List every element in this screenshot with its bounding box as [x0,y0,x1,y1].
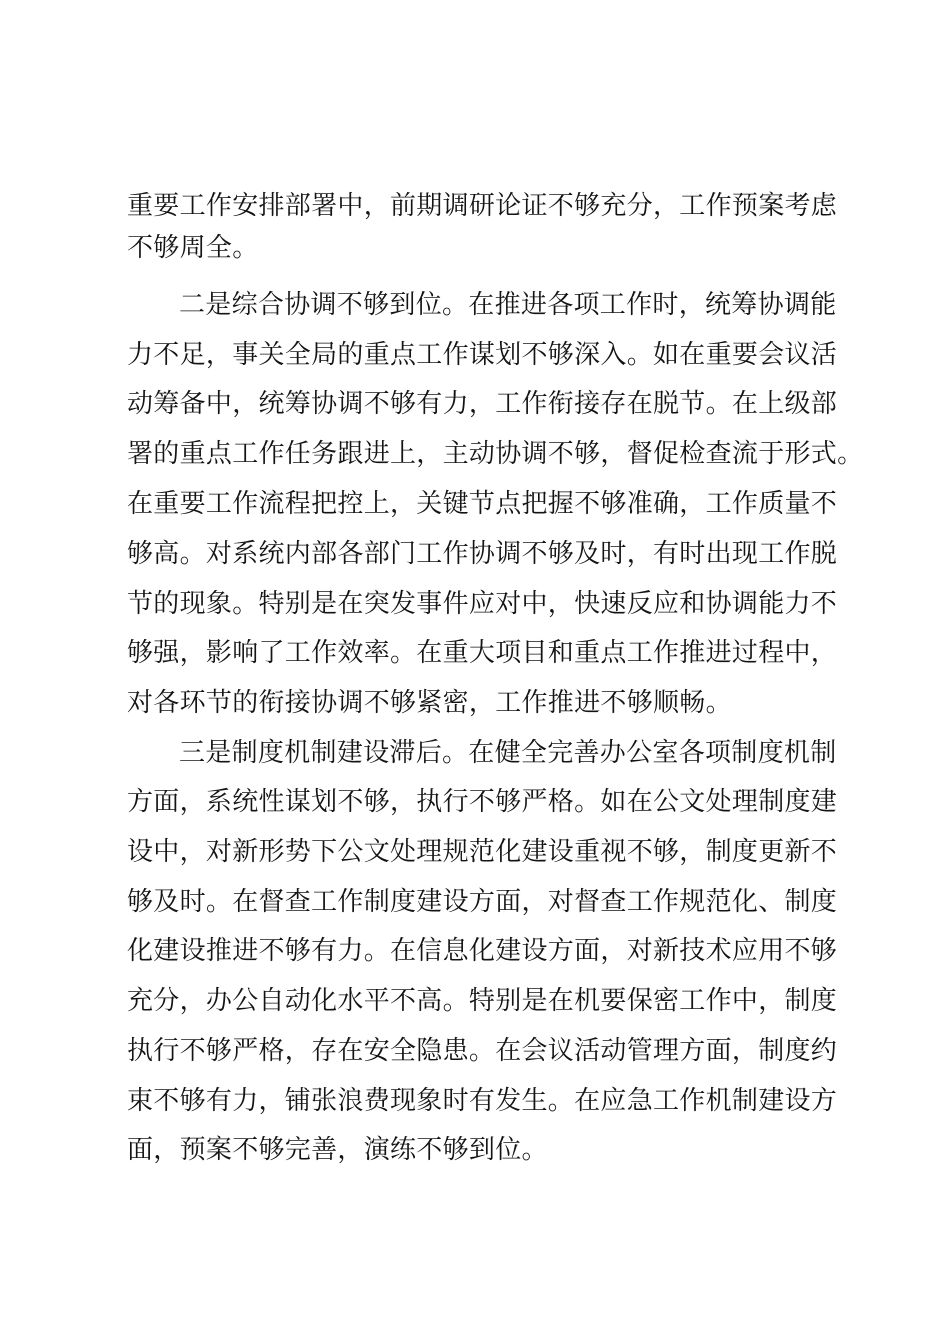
text-line: 动筹备中，统筹协调不够有力，工作衔接存在脱节。在上级部 [127,389,838,419]
text-line: 署的重点工作任务跟进上，主动协调不够，督促检查流于形式。 [127,439,864,469]
text-line: 够及时。在督查工作制度建设方面，对督查工作规范化、制度 [127,887,838,917]
text-line: 方面，系统性谋划不够，执行不够严格。如在公文处理制度建 [127,787,838,817]
text-line: 对各环节的衔接协调不够紧密，工作推进不够顺畅。 [127,688,732,718]
paragraph-3-first-line: 三是制度机制建设滞后。在健全完善办公室各项制度机制 [179,738,837,768]
paragraph-2-first-line: 二是综合协调不够到位。在推进各项工作时，统筹协调能 [179,290,837,320]
text-line: 够强，影响了工作效率。在重大项目和重点工作推进过程中， [127,638,838,668]
text-line: 节的现象。特别是在突发事件应对中，快速反应和协调能力不 [127,589,838,619]
text-line: 束不够有力，铺张浪费现象时有发生。在应急工作机制建设方 [127,1086,838,1116]
text-line: 设中，对新形势下公文处理规范化建设重视不够，制度更新不 [127,837,838,867]
text-line: 执行不够严格，存在安全隐患。在会议活动管理方面，制度约 [127,1036,838,1066]
text-line: 化建设推进不够有力。在信息化建设方面，对新技术应用不够 [127,936,838,966]
text-line: 够高。对系统内部各部门工作协调不够及时，有时出现工作脱 [127,539,838,569]
text-line: 充分，办公自动化水平不高。特别是在机要保密工作中，制度 [127,986,838,1016]
text-line: 不够周全。 [127,233,259,263]
text-line: 面，预案不够完善，演练不够到位。 [127,1135,548,1165]
text-line: 重要工作安排部署中，前期调研论证不够充分，工作预案考虑 [127,191,838,221]
text-line: 在重要工作流程把控上，关键节点把握不够准确，工作质量不 [127,489,838,519]
text-line: 力不足，事关全局的重点工作谋划不够深入。如在重要会议活 [127,340,838,370]
